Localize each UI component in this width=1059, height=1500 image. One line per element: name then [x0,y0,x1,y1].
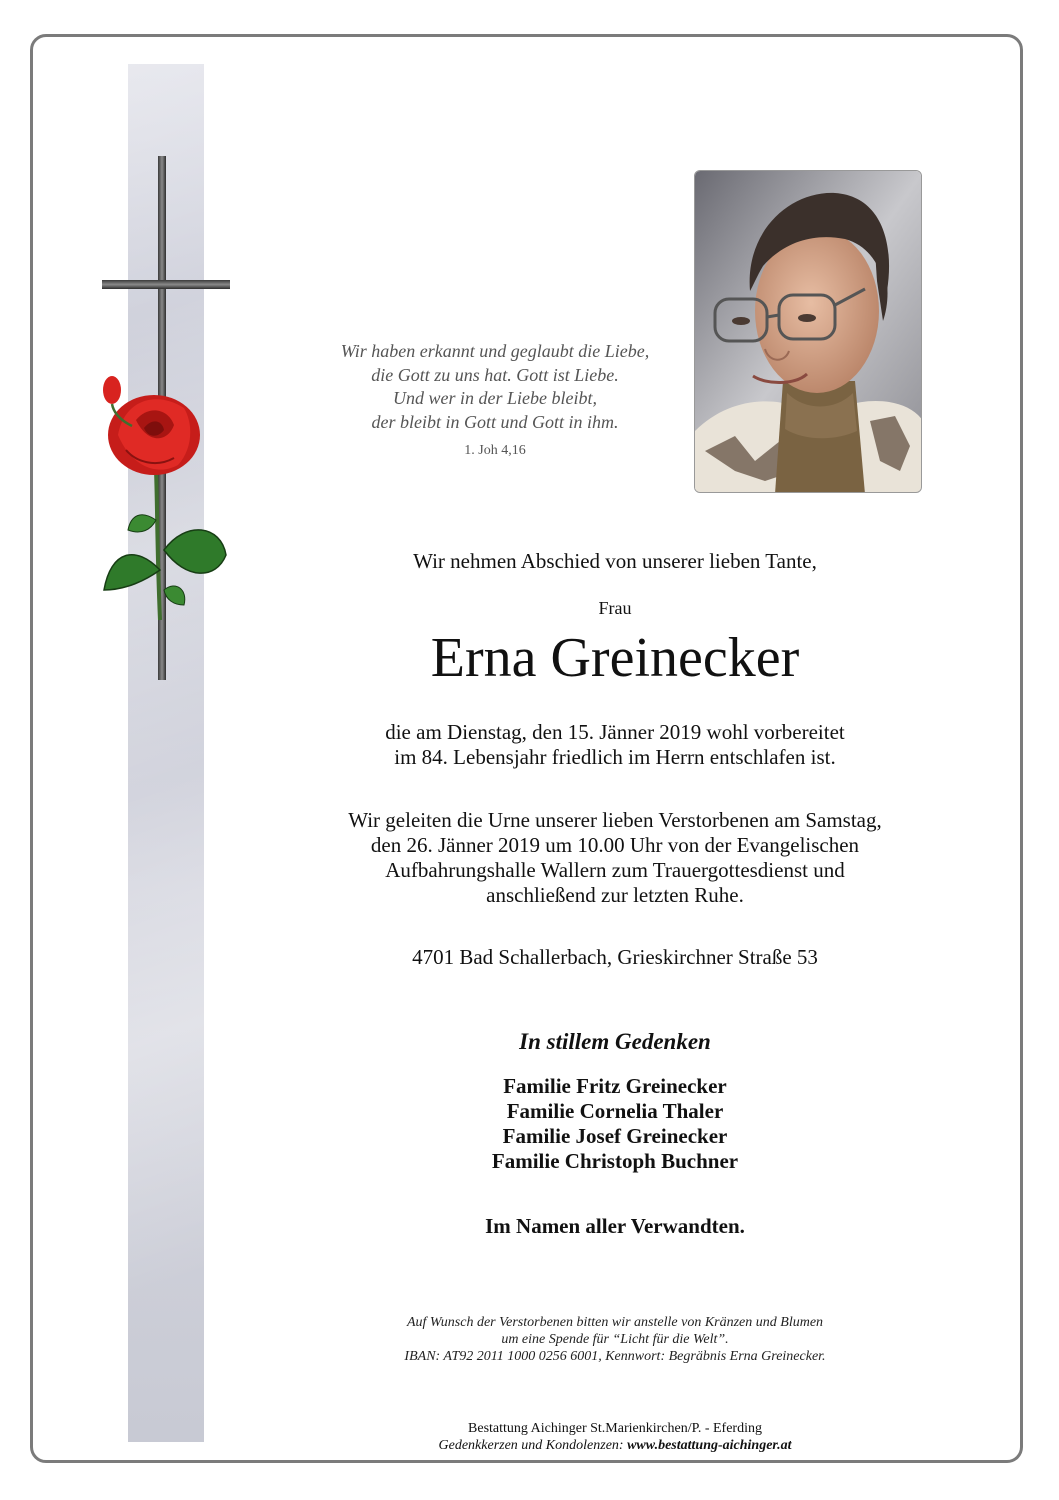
family-name: Familie Fritz Greinecker [503,1074,727,1098]
verse-line: Und wer in der Liebe bleibt, [393,388,597,408]
footer [300,1420,930,1454]
family-name: Familie Josef Greinecker [502,1124,728,1148]
intro-text: Wir nehmen Abschied von unserer lieben Tante, [413,549,817,573]
donation-request [300,1314,930,1365]
death-notice [300,720,930,770]
funeral-notice-line: den 26. Jänner 2019 um 10.00 Uhr von der Evangelischen [370,833,860,857]
bible-verse [300,340,690,463]
death-notice-line: im 84. Lebensjahr friedlich im Herrn entschlafen ist. [394,745,836,769]
donation-line: Auf Wunsch der Verstorbenen bitten wir anstelle von Kränzen und Blumen [406,1315,824,1330]
relatives-line: Im Namen aller Verwandten. [485,1214,745,1238]
salutation: Frau [598,598,632,618]
family-name: Familie Cornelia Thaler [506,1099,724,1123]
portrait-photo [694,170,922,493]
funeral-notice-line: anschließend zur letzten Ruhe. [486,883,744,907]
address: 4701 Bad Schallerbach, Grieskirchner Straße 53 [412,945,818,969]
funeral-company: Bestattung Aichinger St.Marienkirchen/P. - Eferding [468,1421,762,1436]
death-notice-line: die am Dienstag, den 15. Jänner 2019 wohl vorbereitet [385,720,845,744]
family-name: Familie Christoph Buchner [491,1149,739,1173]
verse-reference: 1. Joh 4,16 [464,443,526,458]
cross-with-rose-icon [96,150,236,690]
donation-line: IBAN: AT92 2011 1000 0256 6001, Kennwort: Begräbnis Erna Greinecker. [404,1349,826,1364]
verse-line: die Gott zu uns hat. Gott ist Liebe. [371,364,619,385]
verse-line: Wir haben erkannt und geglaubt die Liebe, [340,341,650,361]
deceased-name: Erna Greinecker [430,627,800,689]
website-link[interactable]: www.bestattung-aichinger.at [627,1438,792,1453]
donation-line: um eine Spende für “Licht für die Welt”. [501,1332,729,1347]
funeral-notice [300,808,930,908]
gedenken-heading: In stillem Gedenken [519,1029,711,1054]
funeral-notice-line: Aufbahrungshalle Wallern zum Trauergottesdienst und [385,858,845,882]
verse-line: der bleibt in Gott und Gott in ihm. [371,411,619,432]
condolence-label: Gedenkkerzen und Kondolenzen: [438,1438,624,1453]
funeral-notice-line: Wir geleiten die Urne unserer lieben Verstorbenen am Samstag, [348,808,882,832]
family-list [300,1074,930,1174]
condolence-line [300,1437,930,1454]
